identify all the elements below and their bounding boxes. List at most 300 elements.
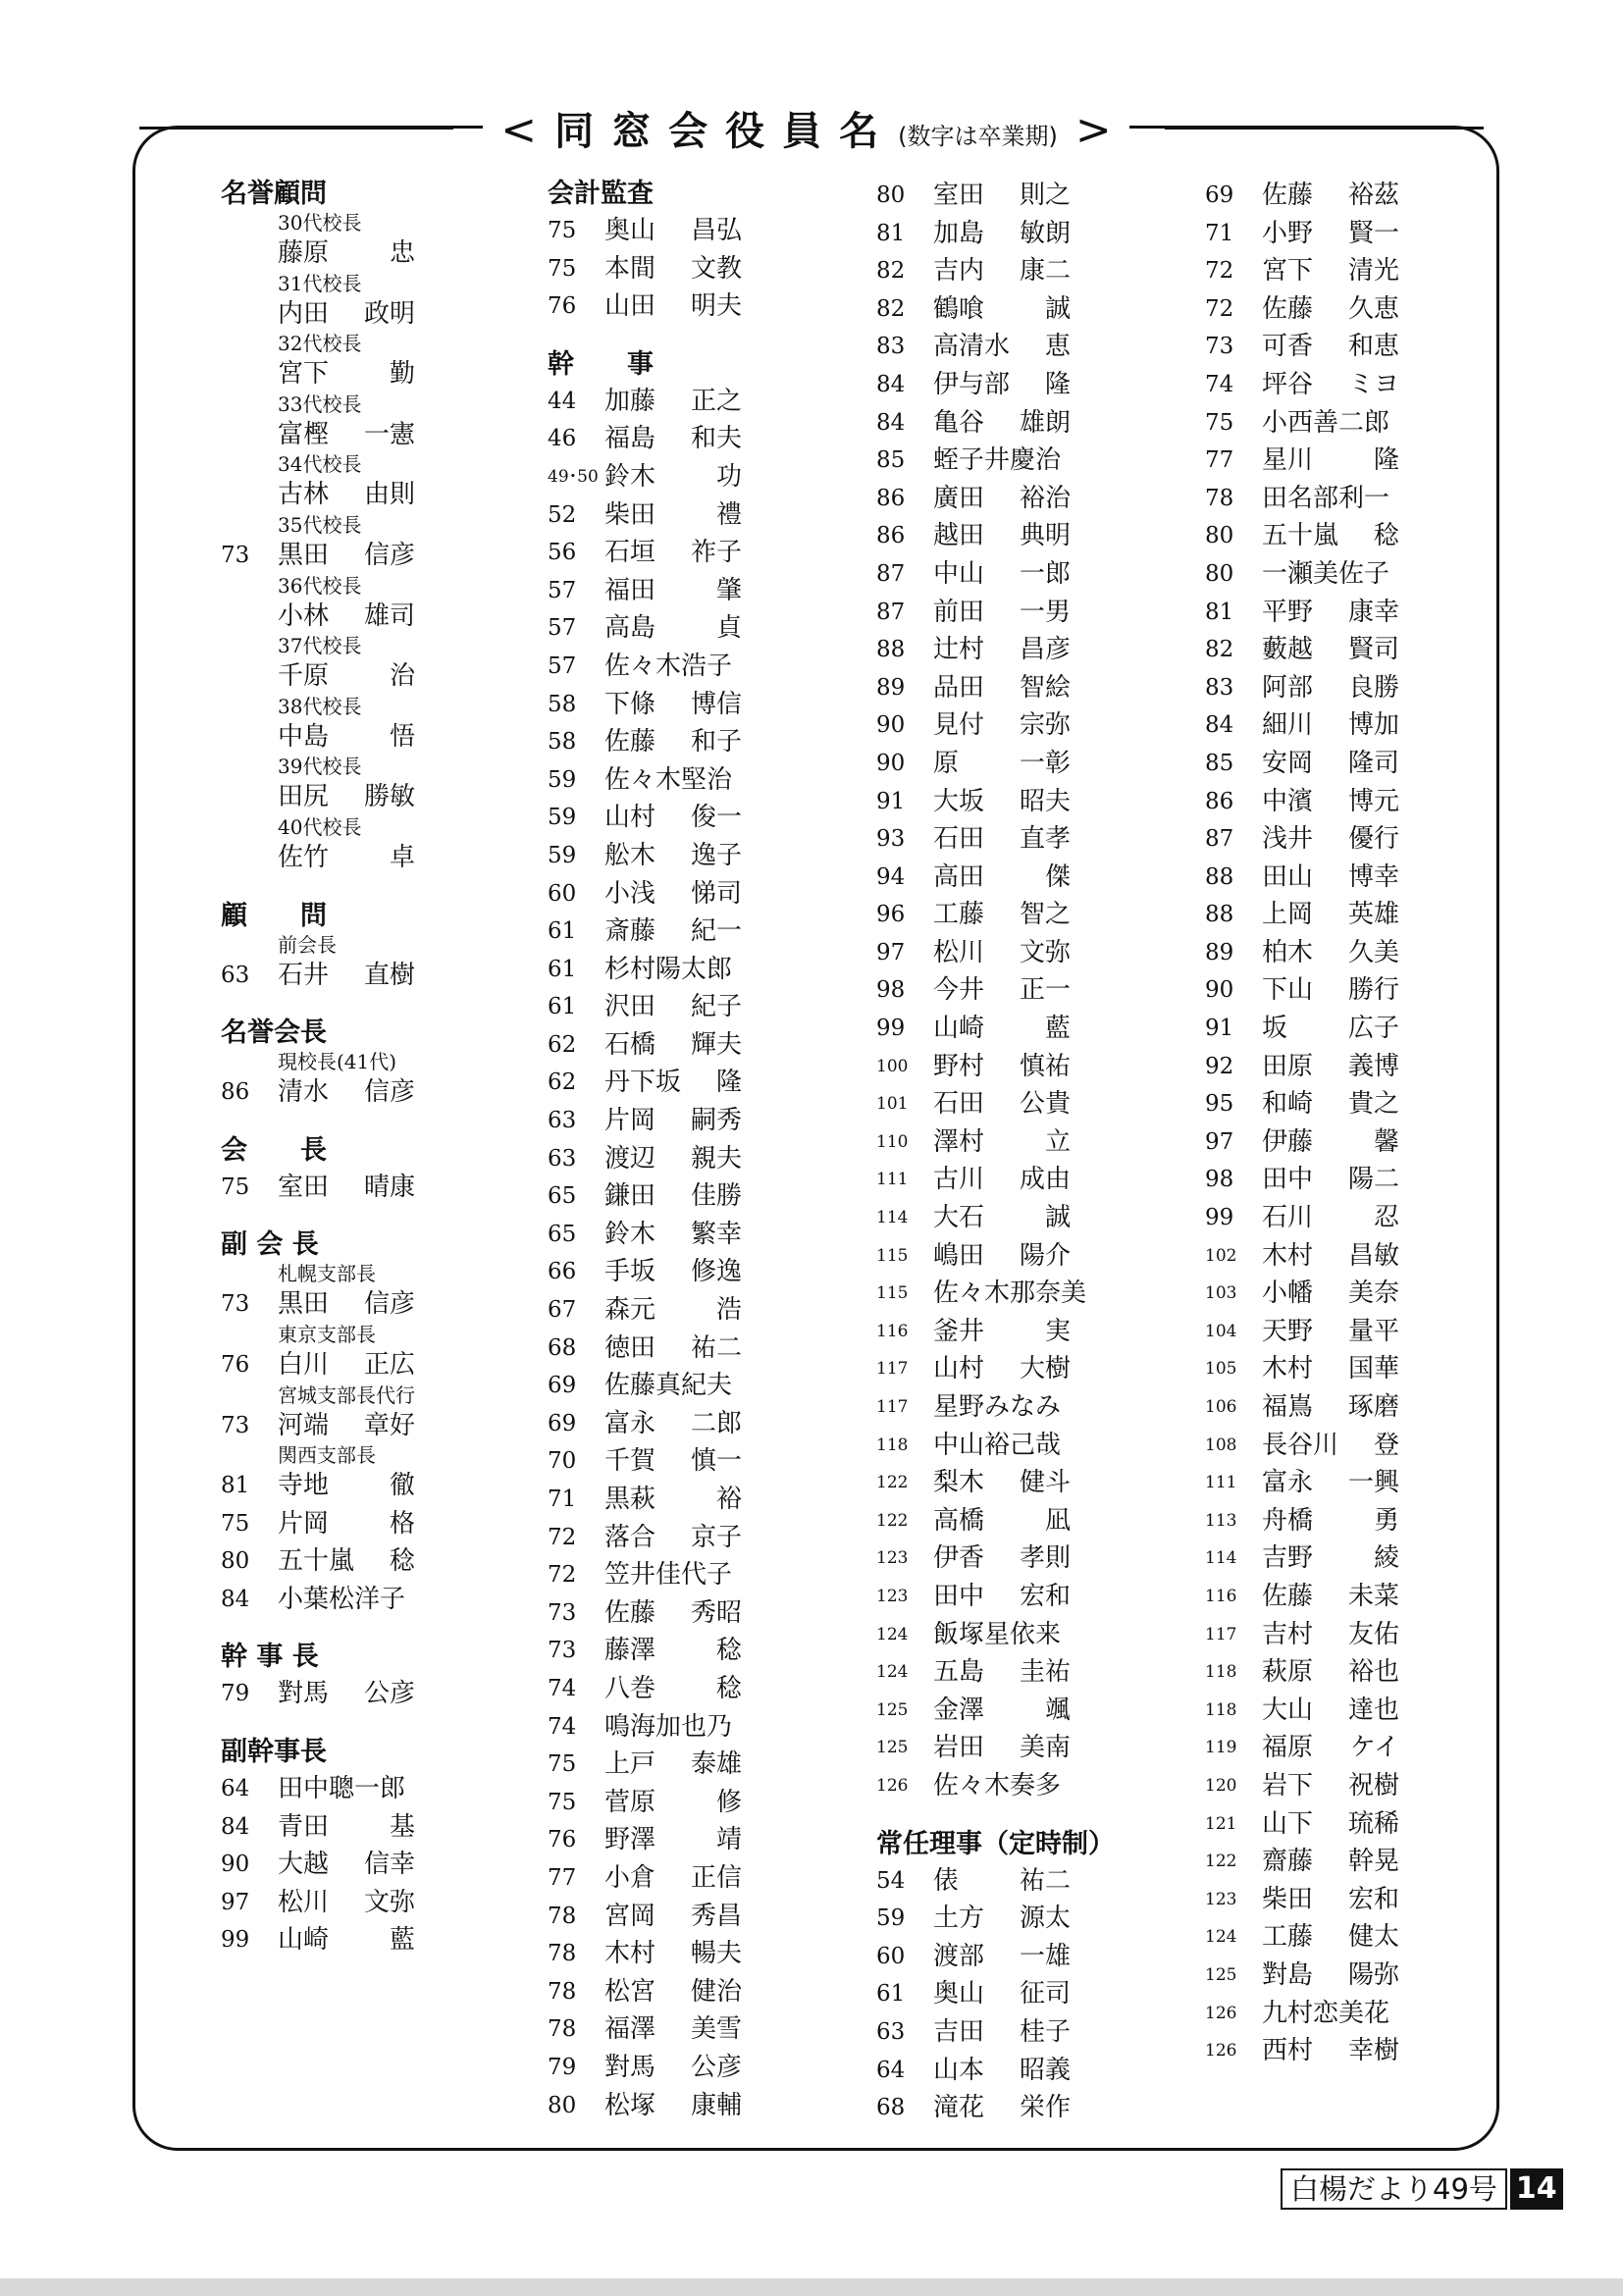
member-row <box>1205 1767 1529 1805</box>
member-row <box>221 1808 545 1847</box>
graduation-term: 90 <box>221 1852 250 1878</box>
member-row <box>1205 745 1529 783</box>
member-name: 丹下坂 隆 <box>604 1068 742 1098</box>
graduation-term: 76 <box>548 293 577 320</box>
member-row <box>221 537 545 575</box>
member-name: 梨木 健斗 <box>933 1468 1071 1498</box>
graduation-term: 75 <box>221 1174 250 1200</box>
graduation-term: 76 <box>221 1351 250 1378</box>
member-name: 俵 祐二 <box>933 1865 1071 1896</box>
member-name: 佐々木奏多 <box>933 1770 1062 1800</box>
member-row <box>876 1539 1200 1578</box>
member-name: 山本 昭義 <box>933 2055 1071 2085</box>
member-row <box>1205 631 1529 669</box>
graduation-term: 72 <box>548 1524 577 1550</box>
member-row <box>876 1616 1200 1654</box>
graduation-term: 83 <box>876 334 906 360</box>
member-name: 柴田 宏和 <box>1262 1884 1399 1914</box>
graduation-term: 92 <box>1205 1053 1234 1079</box>
member-row <box>1205 290 1529 329</box>
member-row <box>1205 1010 1529 1048</box>
member-row <box>876 1237 1200 1276</box>
member-name: 佐々木浩子 <box>604 651 733 681</box>
graduation-term: 81 <box>221 1473 250 1499</box>
graduation-term: 81 <box>876 220 906 246</box>
member-name: 土方 源太 <box>933 1904 1071 1934</box>
member-row <box>876 594 1200 632</box>
graduation-term: 115 <box>876 1245 909 1266</box>
member-name: 舩木 逸子 <box>604 840 742 870</box>
graduation-term: 91 <box>1205 1016 1234 1042</box>
graduation-term: 68 <box>548 1334 577 1361</box>
member-name: 野澤 靖 <box>604 1825 742 1855</box>
section-heading: 名誉顧問 <box>221 179 327 209</box>
member-row <box>876 1729 1200 1767</box>
graduation-term: 81 <box>1205 599 1234 625</box>
graduation-term: 59 <box>876 1905 906 1932</box>
member-name: 萩原 裕也 <box>1262 1657 1399 1688</box>
publication-name: 白楊だより49号 <box>1281 2168 1507 2210</box>
graduation-term: 122 <box>876 1473 909 1493</box>
member-name: 上戸 泰雄 <box>604 1749 742 1780</box>
member-name: 高島 貞 <box>604 613 742 644</box>
graduation-term: 121 <box>1205 1813 1237 1834</box>
graduation-term: 73 <box>221 542 250 568</box>
graduation-term: 85 <box>1205 750 1234 776</box>
member-name: 吉野 綾 <box>1262 1543 1399 1574</box>
member-name: 天野 量平 <box>1262 1316 1399 1346</box>
member-row <box>548 875 871 913</box>
member-name: 佐藤真紀夫 <box>604 1371 733 1401</box>
member-row <box>876 1161 1200 1199</box>
member-name: 千原 治 <box>278 661 415 692</box>
member-name: 福原 ケイ <box>1262 1733 1399 1763</box>
graduation-term: 98 <box>876 977 906 1004</box>
member-row <box>876 669 1200 707</box>
role-label: 宮城支部長代行 <box>278 1383 415 1407</box>
graduation-term: 76 <box>548 1827 577 1853</box>
graduation-term: 72 <box>1205 258 1234 285</box>
member-name: 小浅 悌司 <box>604 878 742 909</box>
member-name: 小西善二郎 <box>1262 407 1390 438</box>
member-row <box>1205 1199 1529 1237</box>
page-footer <box>1281 2168 1563 2210</box>
page-number: 14 <box>1510 2168 1563 2210</box>
graduation-term: 89 <box>1205 939 1234 965</box>
graduation-term: 78 <box>1205 485 1234 511</box>
graduation-term: 56 <box>548 540 577 566</box>
member-name: 吉内 康二 <box>933 256 1071 287</box>
graduation-term: 118 <box>876 1435 909 1455</box>
graduation-term <box>221 416 278 454</box>
member-name: 沢田 紀子 <box>604 992 742 1022</box>
section-heading: 副 会 長 <box>221 1229 319 1261</box>
graduation-term: 108 <box>1205 1435 1237 1455</box>
member-row <box>1205 442 1529 480</box>
member-name: 品田 智絵 <box>933 672 1071 703</box>
graduation-term: 91 <box>876 788 906 814</box>
graduation-term: 117 <box>876 1359 909 1380</box>
member-name: 木村 国華 <box>1262 1354 1399 1384</box>
member-row <box>876 442 1200 480</box>
graduation-term: 96 <box>876 902 906 928</box>
graduation-term: 117 <box>876 1397 909 1417</box>
member-row <box>221 778 545 816</box>
graduation-term: 88 <box>1205 902 1234 928</box>
member-row <box>221 1770 545 1808</box>
graduation-term: 86 <box>1205 788 1234 814</box>
role-label: 40代校長 <box>278 814 362 839</box>
graduation-term: 106 <box>1205 1397 1237 1417</box>
member-row <box>876 859 1200 897</box>
graduation-term: 118 <box>1205 1699 1237 1720</box>
member-row <box>1205 177 1529 215</box>
member-name: 蛭子井慶治 <box>933 445 1062 476</box>
graduation-term <box>221 839 278 877</box>
graduation-term: 75 <box>548 1789 577 1815</box>
member-row <box>1205 971 1529 1010</box>
member-row <box>221 1346 545 1384</box>
member-row <box>548 1026 871 1065</box>
member-name: 片岡 嗣秀 <box>604 1106 742 1136</box>
graduation-term: 126 <box>876 1775 909 1796</box>
member-row <box>1205 594 1529 632</box>
member-row <box>221 1542 545 1581</box>
member-name: 田中聰一郎 <box>278 1774 406 1804</box>
member-name: 鎌田 佳勝 <box>604 1181 742 1212</box>
member-name: 越田 典明 <box>933 521 1071 551</box>
member-row <box>876 366 1200 404</box>
graduation-term: 124 <box>1205 1927 1237 1948</box>
member-name: 室田 晴康 <box>278 1172 415 1202</box>
member-row <box>548 686 871 724</box>
member-row <box>876 1388 1200 1427</box>
graduation-term: 126 <box>1205 2003 1237 2023</box>
member-name: 八巻 稔 <box>604 1673 742 1703</box>
member-name: 和崎 貴之 <box>1262 1089 1399 1120</box>
graduation-term: 52 <box>548 501 577 528</box>
member-name: 白川 正広 <box>278 1349 415 1380</box>
member-name: 古林 由則 <box>278 480 415 510</box>
scan-edge <box>0 2278 1623 2296</box>
role-label: 34代校長 <box>278 452 362 477</box>
graduation-term: 90 <box>876 712 906 739</box>
member-name: 大石 誠 <box>933 1203 1071 1233</box>
member-name: 佐藤 未菜 <box>1262 1581 1399 1611</box>
graduation-term: 94 <box>876 863 906 890</box>
member-row <box>1205 896 1529 934</box>
member-name: 石井 直樹 <box>278 960 415 990</box>
graduation-term: 44 <box>548 388 577 414</box>
member-name: 下山 勝行 <box>1262 975 1399 1006</box>
member-name: 可香 和恵 <box>1262 332 1399 362</box>
member-row <box>548 250 871 288</box>
member-row <box>1205 934 1529 972</box>
member-name: 小林 雄司 <box>278 600 415 631</box>
graduation-term: 58 <box>548 729 577 756</box>
graduation-term: 105 <box>1205 1359 1237 1380</box>
member-name: 田名部利一 <box>1262 483 1390 513</box>
member-name: 福島 和夫 <box>604 424 742 454</box>
graduation-term: 97 <box>1205 1128 1234 1155</box>
member-name: 清水 信彦 <box>278 1077 415 1108</box>
graduation-term: 126 <box>1205 2041 1237 2061</box>
title-bracket-close: > <box>1074 104 1112 155</box>
member-name: 五十嵐 稔 <box>278 1546 415 1577</box>
member-row <box>876 745 1200 783</box>
member-row <box>876 290 1200 329</box>
member-name: 片岡 格 <box>278 1508 415 1539</box>
member-row <box>221 235 545 273</box>
graduation-term: 101 <box>876 1094 909 1115</box>
graduation-term: 75 <box>548 218 577 243</box>
member-row <box>548 1102 871 1140</box>
member-row <box>548 1367 871 1405</box>
member-name: 坪谷 ミヨ <box>1262 369 1399 399</box>
member-row <box>548 988 871 1026</box>
member-row <box>876 1938 1200 1976</box>
member-row <box>876 1313 1200 1351</box>
member-row <box>221 295 545 334</box>
graduation-term: 79 <box>548 2054 577 2080</box>
graduation-term: 64 <box>876 2057 906 2083</box>
graduation-term: 87 <box>876 560 906 587</box>
member-name: 吉田 桂子 <box>933 2016 1071 2047</box>
member-name: 西村 幸樹 <box>1262 2036 1399 2066</box>
graduation-term: 68 <box>876 2095 906 2121</box>
member-row <box>221 1921 545 1959</box>
member-row <box>1205 1957 1529 1995</box>
member-row <box>548 1177 871 1216</box>
member-row <box>876 971 1200 1010</box>
member-name: 高田 傑 <box>933 861 1071 892</box>
graduation-term: 61 <box>548 994 577 1020</box>
graduation-term: 84 <box>1205 712 1234 739</box>
member-row <box>548 1594 871 1633</box>
member-name: 上岡 英雄 <box>1262 900 1399 930</box>
member-row <box>876 404 1200 443</box>
member-name: 田原 義博 <box>1262 1051 1399 1081</box>
member-name: 見付 宗弥 <box>933 710 1071 741</box>
column-3 <box>876 177 1200 2127</box>
member-row <box>1205 517 1529 555</box>
graduation-term: 84 <box>876 409 906 436</box>
member-row <box>1205 1313 1529 1351</box>
graduation-term: 82 <box>876 258 906 285</box>
member-name: 滝花 栄作 <box>933 2093 1071 2123</box>
member-name: 渡部 一雄 <box>933 1941 1071 1971</box>
graduation-term: 63 <box>221 962 250 988</box>
member-row <box>1205 820 1529 859</box>
member-row <box>221 1846 545 1884</box>
member-name: 森元 浩 <box>604 1295 742 1326</box>
graduation-term: 99 <box>1205 1205 1234 1231</box>
member-row <box>548 496 871 535</box>
graduation-term: 78 <box>548 1903 577 1929</box>
graduation-term: 97 <box>221 1889 250 1915</box>
title-rule-left <box>139 127 453 130</box>
role-label: 前会長 <box>278 932 337 957</box>
graduation-term: 88 <box>1205 863 1234 890</box>
member-row <box>548 723 871 761</box>
section-heading: 顧 問 <box>221 900 327 931</box>
member-row <box>221 957 545 995</box>
graduation-term: 99 <box>221 1927 250 1954</box>
member-row <box>1205 366 1529 404</box>
member-row <box>221 1581 545 1619</box>
member-row <box>1205 1578 1529 1616</box>
member-name: 石田 直孝 <box>933 824 1071 855</box>
member-row <box>221 476 545 514</box>
graduation-term: 61 <box>548 956 577 982</box>
graduation-term: 57 <box>548 577 577 603</box>
graduation-term: 57 <box>548 652 577 679</box>
graduation-term: 102 <box>1205 1245 1237 1266</box>
member-row <box>876 631 1200 669</box>
member-row <box>1205 1427 1529 1465</box>
graduation-term: 89 <box>876 674 906 701</box>
member-name: 室田 則之 <box>933 181 1071 210</box>
member-row <box>548 212 871 250</box>
graduation-term: 67 <box>548 1297 577 1324</box>
member-row <box>876 706 1200 745</box>
member-row <box>548 1253 871 1291</box>
member-name: 石田 公貴 <box>933 1089 1071 1120</box>
member-name: 九村恋美花 <box>1262 1998 1390 2028</box>
column-4 <box>1205 177 1529 2070</box>
member-name: 杉村陽太郎 <box>604 954 733 984</box>
column-1 <box>221 177 545 1959</box>
member-name: 山崎 藍 <box>933 1014 1071 1044</box>
member-row <box>1205 1502 1529 1540</box>
role-label: 札幌支部長 <box>278 1262 376 1286</box>
graduation-term: 117 <box>1205 1624 1237 1644</box>
member-row <box>1205 1123 1529 1162</box>
member-row <box>1205 669 1529 707</box>
member-name: 黒田 信彦 <box>278 1289 415 1320</box>
member-row <box>1205 1048 1529 1086</box>
member-name: 平野 康幸 <box>1262 597 1399 627</box>
member-row <box>548 1519 871 1557</box>
graduation-term: 78 <box>548 2016 577 2043</box>
member-row <box>548 761 871 800</box>
member-row <box>1205 555 1529 594</box>
graduation-term: 125 <box>876 1738 909 1758</box>
member-name: 伊香 孝則 <box>933 1543 1071 1574</box>
member-name: 石垣 祚子 <box>604 538 742 568</box>
graduation-term: 122 <box>1205 1852 1237 1872</box>
graduation-term: 90 <box>1205 977 1234 1004</box>
member-name: 阿部 良勝 <box>1262 672 1399 703</box>
member-name: 宮下 勤 <box>278 359 415 390</box>
role-label: 現校長(41代) <box>278 1050 397 1074</box>
member-row <box>548 1935 871 1973</box>
member-row <box>1205 1275 1529 1313</box>
graduation-term: 71 <box>548 1487 577 1512</box>
member-name: 工藤 智之 <box>933 900 1071 930</box>
member-name: 加島 敏朗 <box>933 218 1071 248</box>
graduation-term: 87 <box>876 599 906 625</box>
section-heading: 幹 事 長 <box>221 1642 319 1673</box>
graduation-term: 54 <box>876 1867 906 1894</box>
graduation-term: 59 <box>548 766 577 793</box>
member-row <box>1205 1918 1529 1957</box>
graduation-term: 49･50 <box>548 466 599 487</box>
graduation-term: 84 <box>876 371 906 397</box>
column-2 <box>548 177 871 2124</box>
graduation-term: 73 <box>1205 334 1234 360</box>
member-row <box>876 1123 1200 1162</box>
graduation-term: 82 <box>1205 637 1234 663</box>
graduation-term: 72 <box>1205 295 1234 322</box>
graduation-term: 75 <box>1205 409 1234 436</box>
member-name: 青田 基 <box>278 1811 415 1842</box>
member-name: 野村 慎祐 <box>933 1051 1071 1081</box>
member-name: 徳田 祐二 <box>604 1332 742 1363</box>
title-bracket-open: < <box>500 104 538 155</box>
member-name: 高清水 恵 <box>933 332 1071 362</box>
section-heading: 会 長 <box>221 1134 327 1166</box>
role-label: 33代校長 <box>278 391 362 416</box>
graduation-term: 64 <box>221 1776 250 1802</box>
graduation-term: 62 <box>548 1070 577 1096</box>
graduation-term: 104 <box>1205 1321 1237 1341</box>
graduation-term: 125 <box>876 1699 909 1720</box>
graduation-term: 73 <box>548 1599 577 1626</box>
member-row <box>1205 1539 1529 1578</box>
member-name: 星野みなみ <box>933 1392 1062 1422</box>
member-name: 舟橋 勇 <box>1262 1505 1399 1536</box>
member-row <box>548 1632 871 1670</box>
graduation-term: 74 <box>548 1713 577 1740</box>
graduation-term: 73 <box>548 1638 577 1664</box>
member-name: 富永 二郎 <box>604 1408 742 1438</box>
graduation-term: 93 <box>876 826 906 853</box>
member-name: 五島 圭祐 <box>933 1657 1071 1688</box>
section-heading: 常任理事（定時制） <box>876 1828 1115 1859</box>
member-name: 佐々木堅治 <box>604 764 733 795</box>
graduation-term: 98 <box>1205 1167 1234 1193</box>
member-row <box>1205 1350 1529 1388</box>
graduation-term: 113 <box>1205 1510 1237 1531</box>
member-row <box>548 1670 871 1708</box>
graduation-term: 103 <box>1205 1283 1237 1304</box>
member-name: 落合 京子 <box>604 1522 742 1552</box>
member-row <box>1205 1161 1529 1199</box>
role-label: 38代校長 <box>278 694 362 718</box>
member-name: 中山 一郎 <box>933 558 1071 589</box>
graduation-term: 86 <box>876 485 906 511</box>
member-row <box>221 1169 545 1207</box>
member-row <box>1205 1653 1529 1692</box>
member-row <box>221 1285 545 1324</box>
graduation-term: 65 <box>548 1183 577 1210</box>
graduation-term: 111 <box>876 1170 909 1190</box>
graduation-term: 73 <box>221 1291 250 1318</box>
member-name: 松川 文弥 <box>933 937 1071 967</box>
graduation-term: 60 <box>876 1943 906 1969</box>
member-name: 細川 博加 <box>1262 710 1399 741</box>
member-row <box>1205 706 1529 745</box>
member-name: 中山裕己哉 <box>933 1430 1062 1460</box>
member-row <box>548 1291 871 1330</box>
title-text <box>483 100 1128 156</box>
graduation-term: 77 <box>548 1864 577 1891</box>
member-row <box>221 839 545 877</box>
member-name: 柴田 禮 <box>604 499 742 530</box>
member-name: 小倉 正信 <box>604 1862 742 1893</box>
member-row <box>1205 783 1529 821</box>
